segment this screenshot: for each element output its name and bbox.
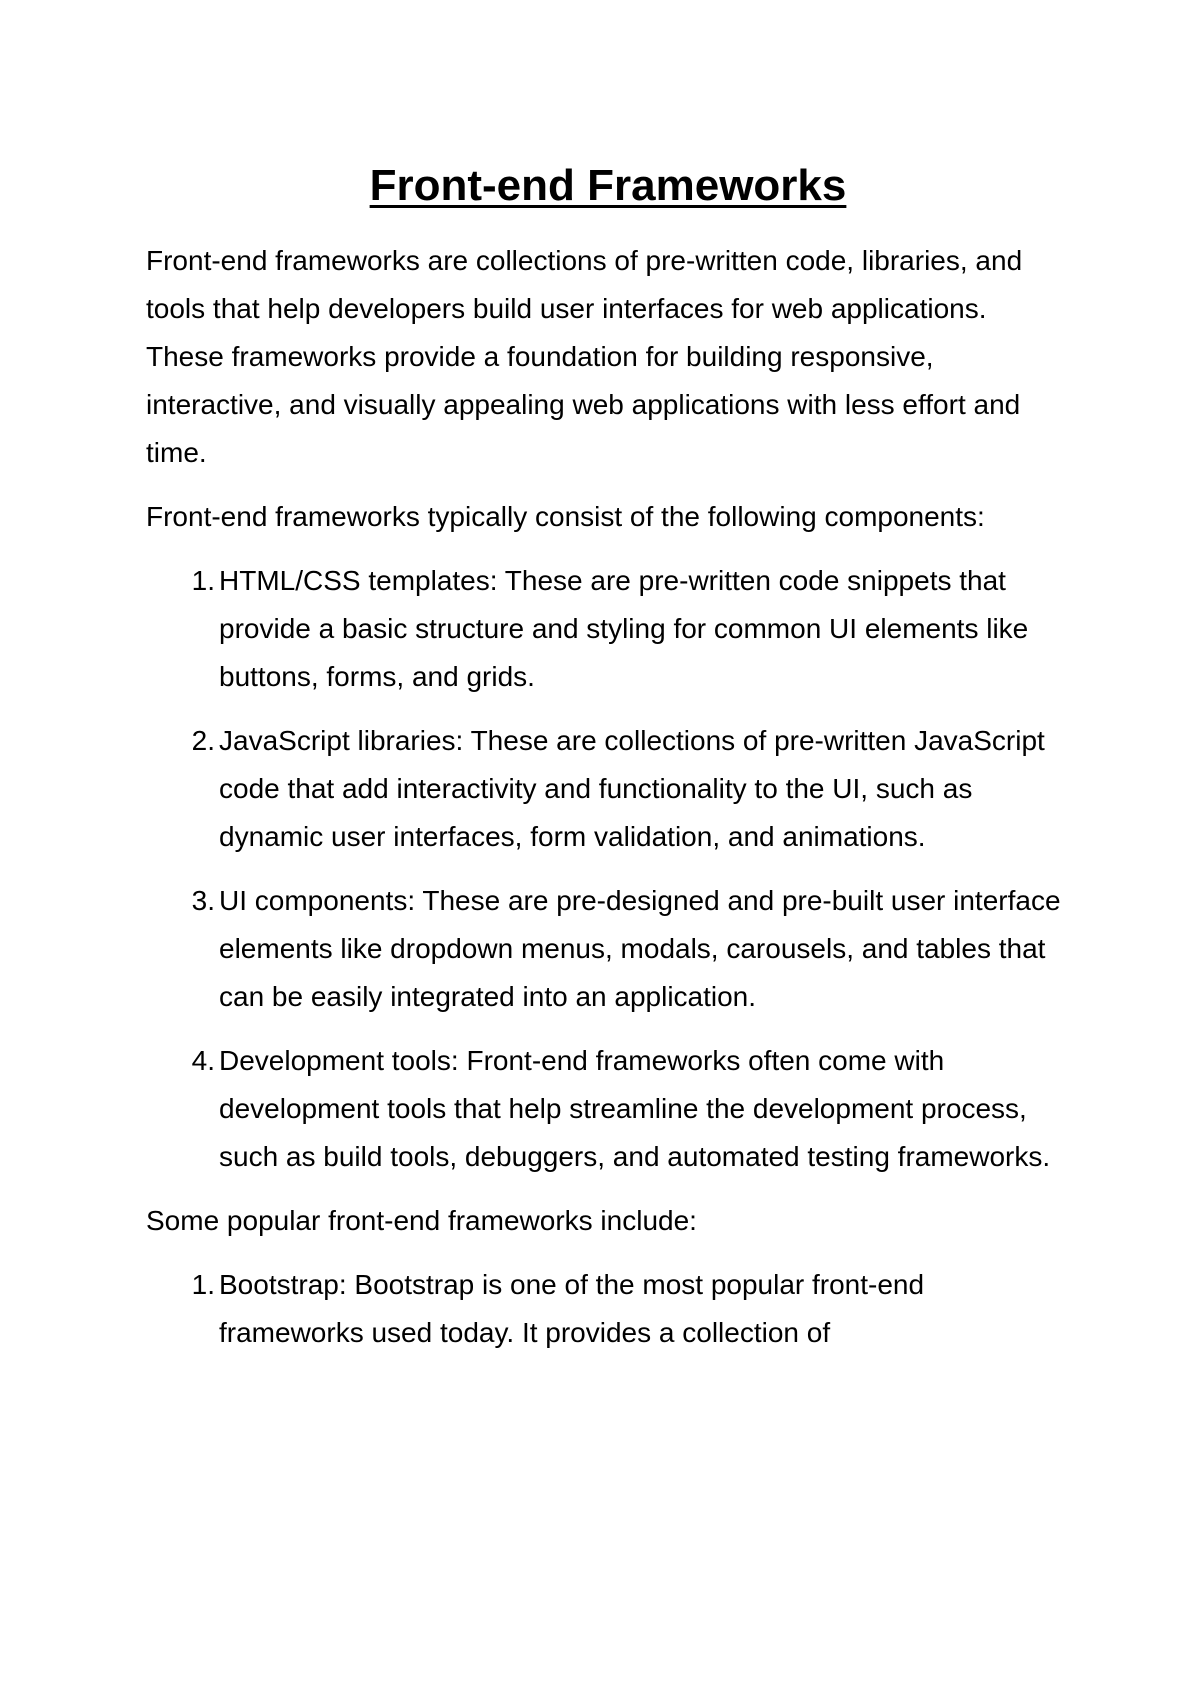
list-item-number: 4. (191, 1045, 215, 1076)
list-item-text: HTML/CSS templates: These are pre-written code snippets that provide a basic structure and styling for common UI elements like buttons, forms, and grids. (219, 565, 1029, 692)
list-item-number: 1. (191, 565, 215, 596)
popular-frameworks-list (146, 1261, 1070, 1357)
list-item-text: JavaScript libraries: These are collections of pre-written JavaScript code that add interactivity and functionality to the UI, such as dynamic user interfaces, form validation, and animations. (219, 725, 1045, 852)
list-item (146, 1261, 1070, 1357)
list-item-number: 2. (191, 725, 215, 756)
list-item (146, 717, 1070, 861)
list-item (146, 1037, 1070, 1181)
components-list (146, 557, 1070, 1181)
list-item (146, 877, 1070, 1021)
components-intro-paragraph: Front-end frameworks typically consist of the following components: (146, 501, 985, 532)
list-item-number: 3. (191, 885, 215, 916)
list-item-text: UI components: These are pre-designed and pre-built user interface elements like dropdown menus, modals, carousels, and tables that can be easily integrated into an application. (219, 885, 1061, 1012)
list-item-text: Bootstrap: Bootstrap is one of the most popular front-end frameworks used today. It provides a collection of (219, 1269, 925, 1348)
document-title: Front-end Frameworks (369, 161, 847, 210)
list-item-text: Development tools: Front-end frameworks often come with development tools that help streamline the development process, such as build tools, debuggers, and automated testing frameworks. (219, 1045, 1051, 1172)
list-item (146, 557, 1070, 701)
popular-intro-paragraph: Some popular front-end frameworks include: (146, 1205, 697, 1236)
list-item-number: 1. (191, 1269, 215, 1300)
intro-paragraph: Front-end frameworks are collections of pre-written code, libraries, and tools that help developers build user interfaces for web applications. These frameworks provide a foundation for building responsive, interactive, and visually appealing web applications with less effort and time. (146, 245, 1023, 468)
